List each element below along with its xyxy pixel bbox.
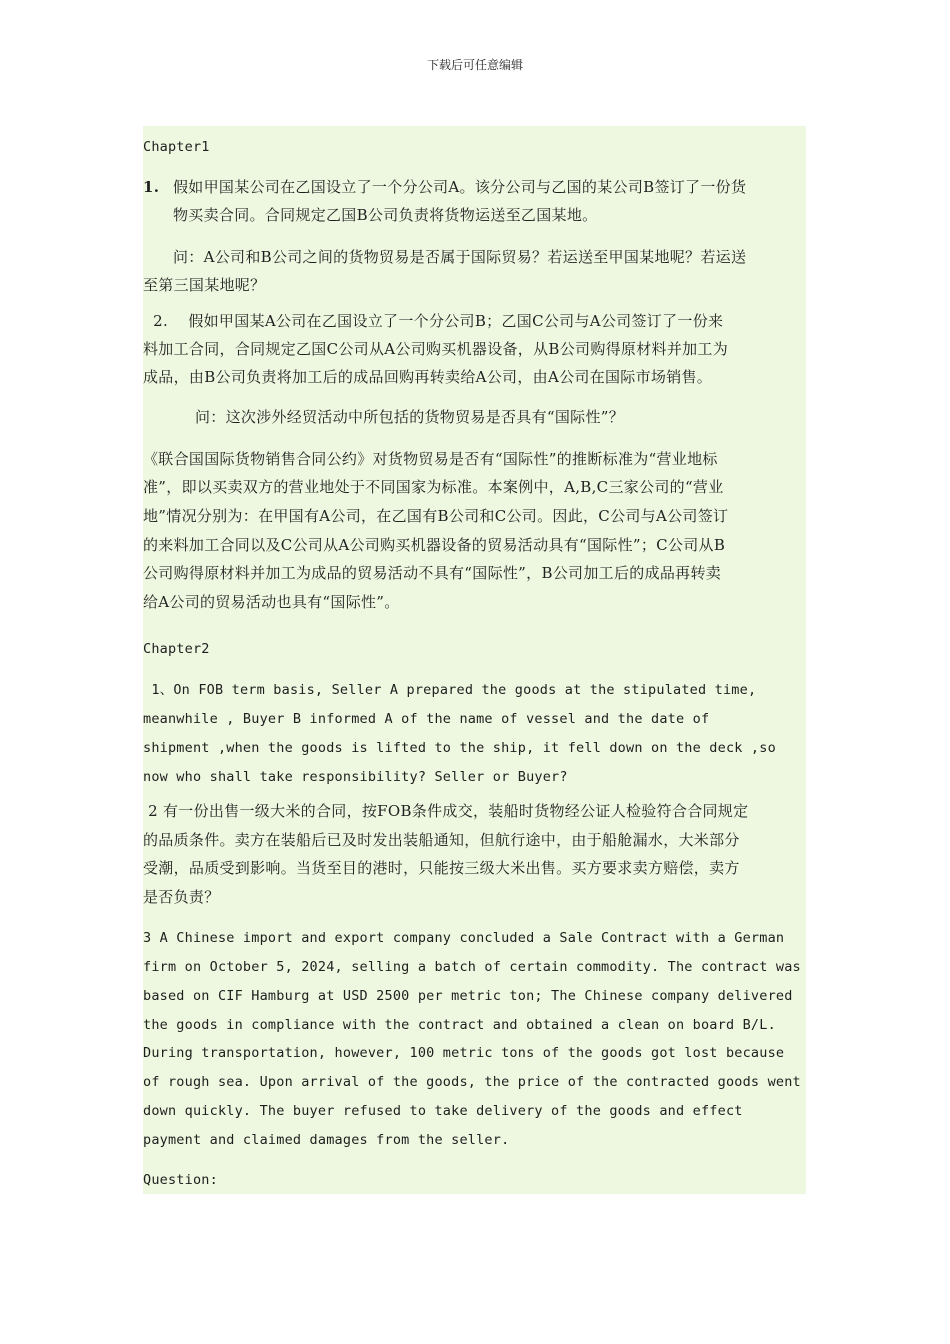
ch2-q3-line2: firm on October 5, 2024, selling a batch of certain commodity. The contract was [143, 959, 801, 975]
ch1-q1-line2: 物买卖合同。合同规定乙国B公司负责将货物运送至乙国某地。 [173, 206, 598, 224]
ch1-q1-line1: 假如甲国某公司在乙国设立了一个分公司A。该分公司与乙国的某公司B签订了一份货 [173, 178, 747, 196]
ch2-q3-line8: payment and claimed damages from the seller. [143, 1132, 510, 1148]
ch2-q3-line1: 3 A Chinese import and export company concluded a Sale Contract with a German [143, 930, 785, 946]
ch2-q1-line1: 1、On FOB term basis, Seller A prepared the goods at the stipulated time, [143, 682, 757, 698]
ch2-q2-line2: 的品质条件。卖方在装船后已及时发出装船通知，但航行途中，由于船舱漏水，大米部分 [143, 831, 740, 849]
page-header: 下载后可任意编辑 [426, 58, 523, 72]
ch1-q2-line1: 2. 假如甲国某A公司在乙国设立了一个分公司B；乙国C公司与A公司签订了一份来 [143, 312, 724, 330]
ch1-q2-ask: 问：这次涉外经贸活动中所包括的货物贸易是否具有“国际性”？ [195, 408, 625, 426]
ch2-q2-line3: 受潮，品质受到影响。当货至目的港时，只能按三级大米出售。买方要求卖方赔偿，卖方 [143, 859, 740, 877]
chapter2-heading: Chapter2 [143, 641, 210, 657]
chapter1-heading: Chapter1 [143, 139, 210, 155]
ch1-answer-line1: 《联合国国际货物销售合同公约》对货物贸易是否有“国际性”的推断标准为“营业地标 [143, 450, 718, 468]
ch2-q3-line5: During transportation, however, 100 metric tons of the goods got lost because [143, 1045, 785, 1061]
ch1-answer-line2: 准”，即以买卖双方的营业地处于不同国家为标准。本案例中，A,B,C三家公司的“营业 [143, 478, 724, 496]
ch1-q1-number: 1. [143, 178, 160, 196]
ch2-q2-line4: 是否负责？ [143, 888, 220, 906]
ch1-q1-ask-line2: 至第三国某地呢？ [143, 276, 266, 294]
ch2-q1-line2: meanwhile , Buyer B informed A of the name of vessel and the date of [143, 711, 710, 727]
ch1-answer-line6: 给A公司的贸易活动也具有“国际性”。 [143, 593, 400, 611]
ch2-q1-line3: shipment ,when the goods is lifted to the ship, it fell down on the deck ,so [143, 740, 776, 756]
ch1-answer-line3: 地”情况分别为：在甲国有A公司，在乙国有B公司和C公司。因此，C公司与A公司签订 [143, 507, 729, 525]
ch1-q1-ask-line1: 问：A公司和B公司之间的货物贸易是否属于国际贸易？若运送至甲国某地呢？若运送 [173, 248, 747, 266]
ch1-answer-line4: 的来料加工合同以及C公司从A公司购买机器设备的贸易活动具有“国际性”；C公司从B [143, 536, 726, 554]
ch2-q3-line4: the goods in compliance with the contract and obtained a clean on board B/L. [143, 1017, 776, 1033]
ch1-answer-line5: 公司购得原材料并加工为成品的贸易活动不具有“国际性”，B公司加工后的成品再转卖 [143, 564, 722, 582]
ch2-q2-line1: 2 有一份出售一级大米的合同，按FOB条件成交，装船时货物经公证人检验符合合同规定 [143, 802, 749, 820]
ch1-q2-line2: 料加工合同，合同规定乙国C公司从A公司购买机器设备，从B公司购得原材料并加工为 [143, 340, 729, 358]
document-body [143, 126, 806, 1194]
question-label: Question: [143, 1172, 218, 1188]
ch2-q3-line7: down quickly. The buyer refused to take delivery of the goods and effect [143, 1103, 743, 1119]
ch2-q3-line6: of rough sea. Upon arrival of the goods, the price of the contracted goods went [143, 1074, 801, 1090]
ch2-q1-line4: now who shall take responsibility? Seller or Buyer? [143, 769, 568, 785]
ch1-q2-line3: 成品，由B公司负责将加工后的成品回购再转卖给A公司，由A公司在国际市场销售。 [143, 368, 713, 386]
ch2-q3-line3: based on CIF Hamburg at USD 2500 per metric ton; The Chinese company delivered [143, 988, 793, 1004]
